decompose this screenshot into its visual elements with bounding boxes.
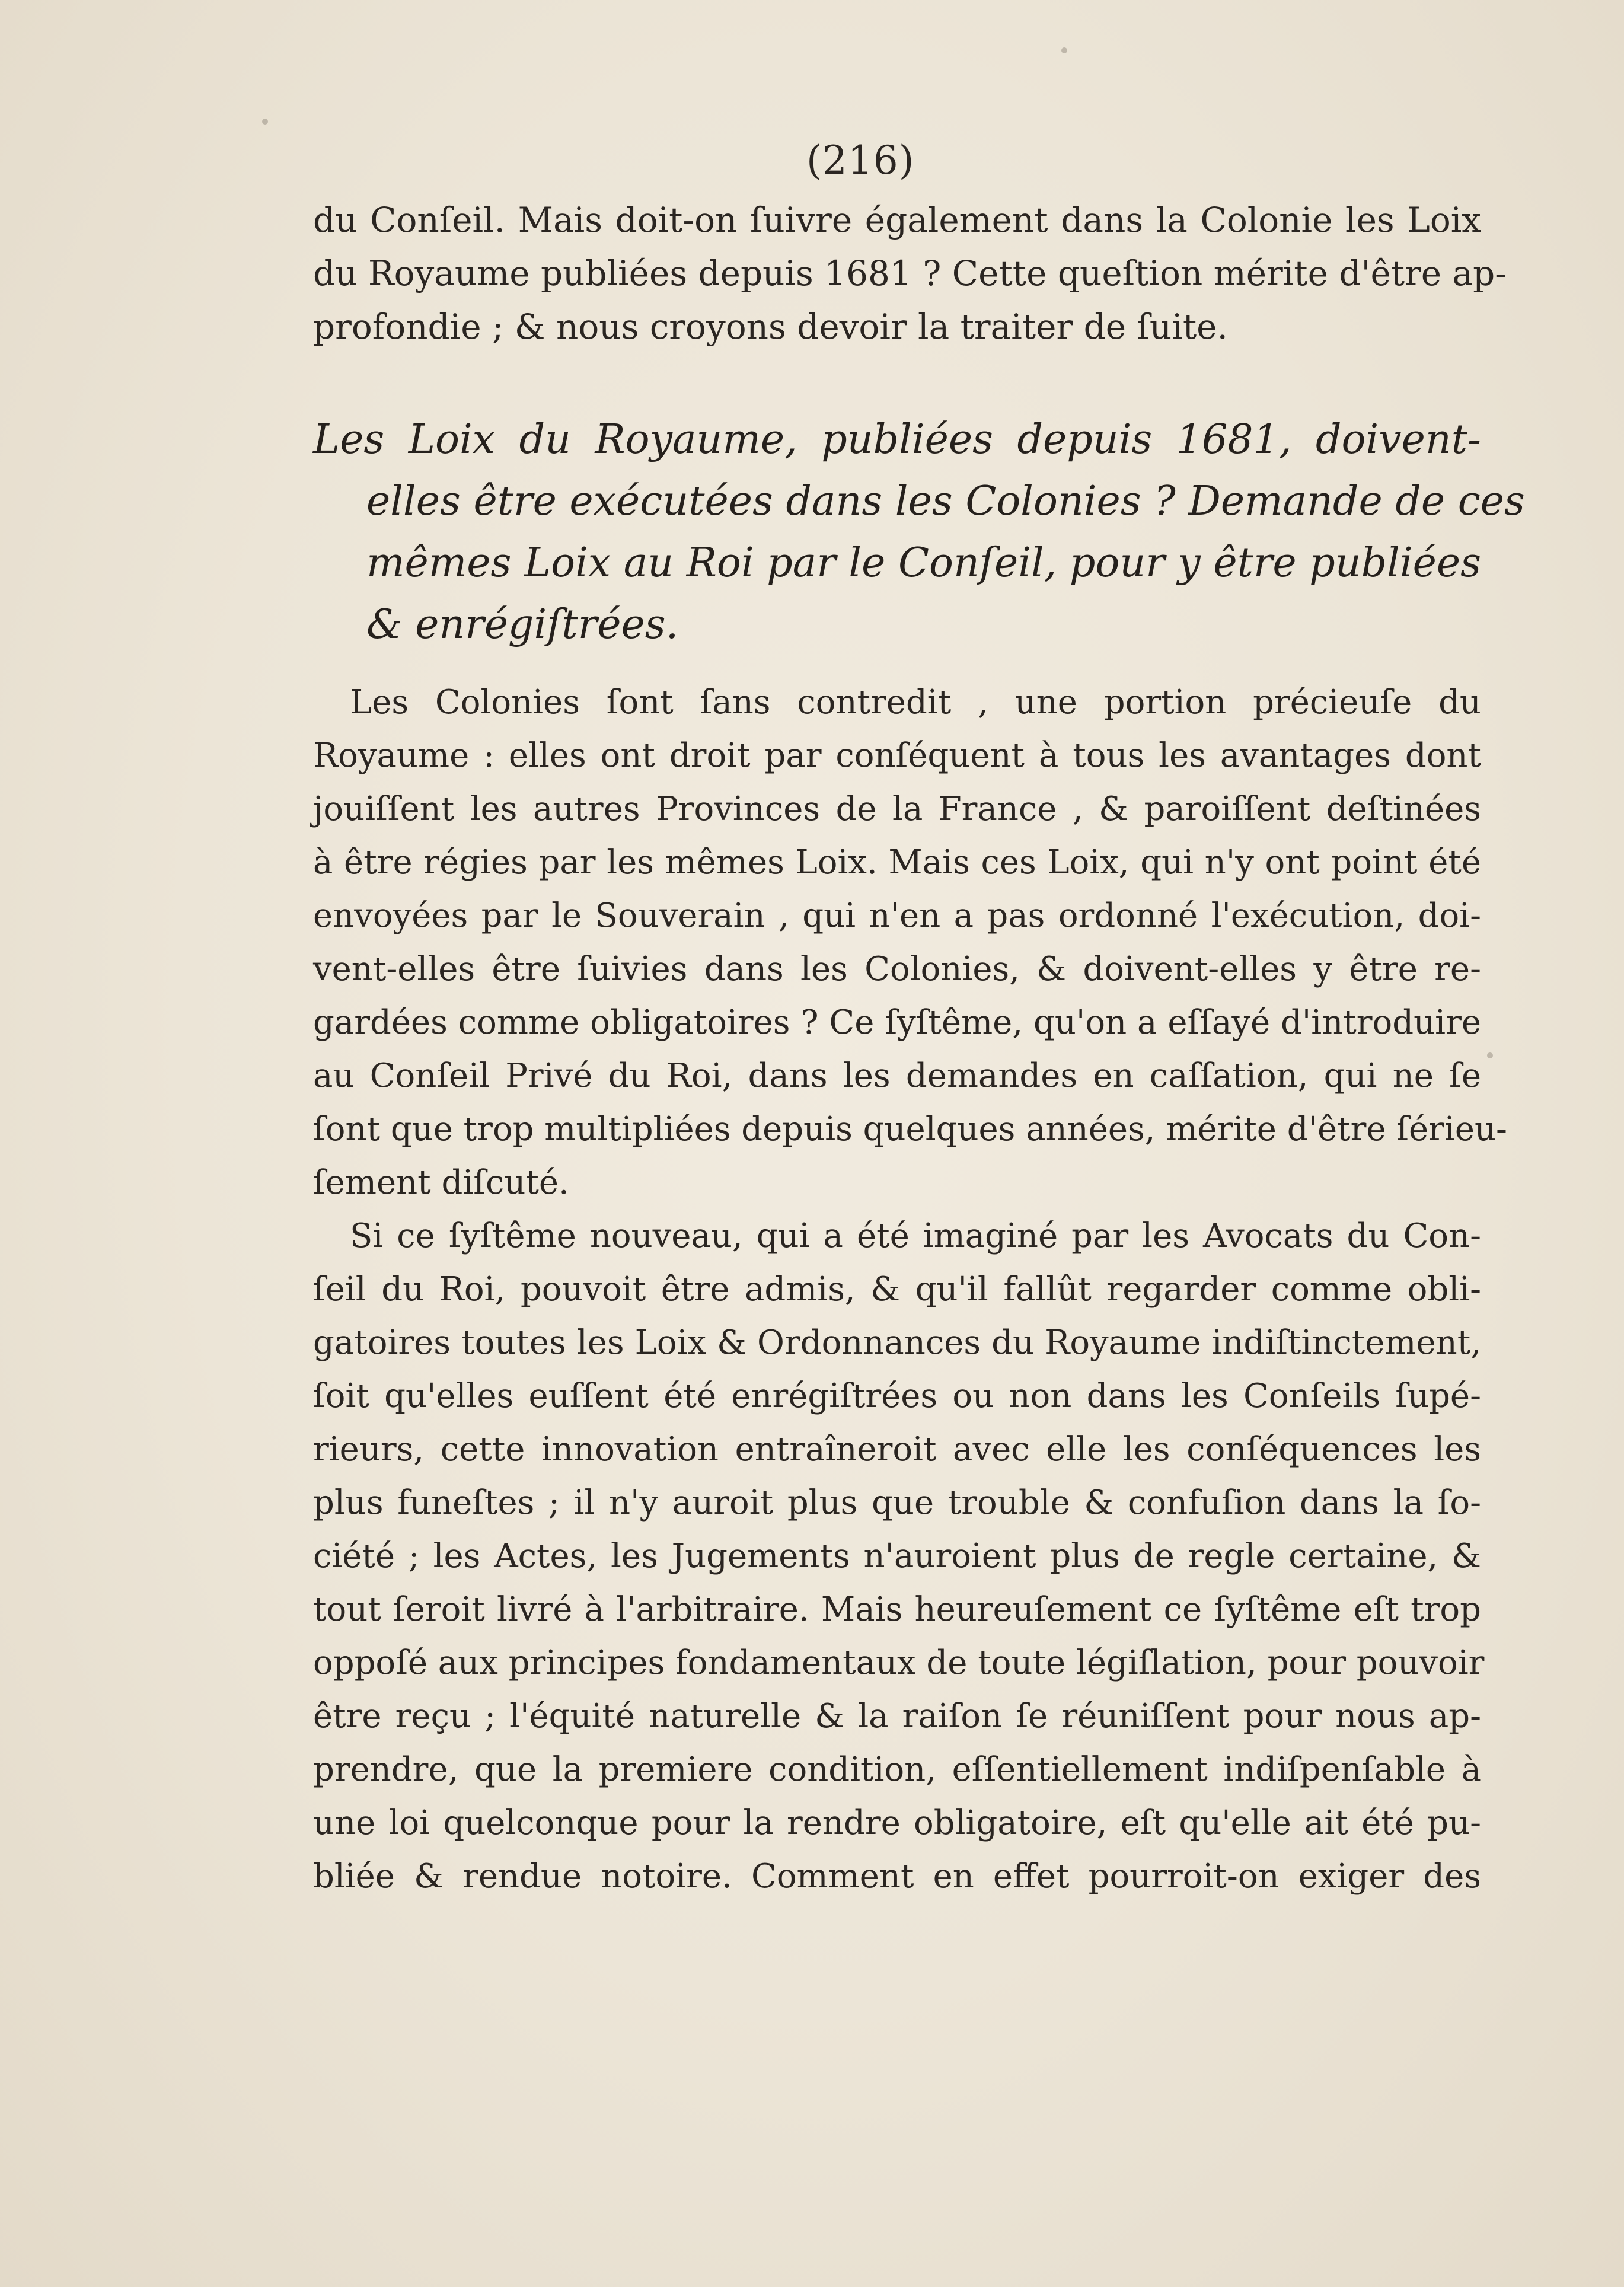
text-line: jouiſſent les autres Provinces de la France , & paroiſſent deſtinées	[313, 790, 1481, 828]
text-line: plus funeſtes ; il n'y auroit plus que trouble & confuſion dans la ſo-	[313, 1484, 1481, 1522]
text-line: ſeil du Roi, pouvoit être admis, & qu'il fallût regarder comme obli-	[313, 1270, 1481, 1309]
heading-line: elles être exécutées dans les Colonies ? Demande de ces	[366, 478, 1525, 525]
body-text	[313, 676, 1507, 1903]
heading-line: & enrégiſtrées.	[366, 601, 679, 648]
text-line: oppoſé aux principes fondamentaux de toute légiſlation, pour pouvoir	[313, 1644, 1485, 1682]
text-line: une loi quelconque pour la rendre obligatoire, eſt qu'elle ait été pu-	[313, 1804, 1481, 1842]
text-line: au Conſeil Privé du Roi, dans les demandes en caſſation, qui ne ſe	[313, 1057, 1481, 1095]
paper-speck	[262, 119, 268, 125]
text-line: ſoit qu'elles euſſent été enrégiſtrées ou non dans les Conſeils ſupé-	[313, 1377, 1481, 1415]
text-line: rieurs, cette innovation entraîneroit avec elle les conſéquences les	[313, 1430, 1481, 1469]
page-number: (216)	[806, 138, 915, 183]
text-line: prendre, que la premiere condition, eſſentiellement indiſpenſable à	[313, 1750, 1481, 1789]
text-line: profondie ; & nous croyons devoir la traiter de ſuite.	[313, 307, 1228, 347]
text-line: Royaume : elles ont droit par conſéquent à tous les avantages dont	[313, 736, 1481, 775]
text-line: gardées comme obligatoires ? Ce ſyſtême, qu'on a eſſayé d'introduire	[313, 1003, 1481, 1042]
text-line: du Conſeil. Mais doit-on ſuivre également dans la Colonie les Loix	[313, 200, 1481, 240]
paper-speck	[1061, 47, 1067, 53]
text-line: ſement diſcuté.	[313, 1163, 569, 1202]
text-line: tout ſeroit livré à l'arbitraire. Mais heureuſement ce ſyſtême eſt trop	[313, 1590, 1481, 1629]
text-line: bliée & rendue notoire. Comment en effet pourroit-on exiger des	[313, 1857, 1481, 1896]
text-line: ciété ; les Actes, les Jugements n'auroient plus de regle certaine, &	[313, 1537, 1481, 1575]
text-line: Si ce ſyſtême nouveau, qui a été imaginé par les Avocats du Con-	[350, 1217, 1481, 1255]
text-line: du Royaume publiées depuis 1681 ? Cette queſtion mérite d'être ap-	[313, 253, 1507, 294]
text-line: être reçu ; l'équité naturelle & la raiſon ſe réuniſſent pour nous ap-	[313, 1697, 1481, 1736]
text-line: à être régies par les mêmes Loix. Mais ces Loix, qui n'y ont point été	[313, 843, 1481, 882]
text-line: vent-elles être ſuivies dans les Colonies, & doivent-elles y être re-	[313, 950, 1481, 988]
heading-line: Les Loix du Royaume, publiées depuis 1681, doivent-	[313, 416, 1481, 463]
text-line: gatoires toutes les Loix & Ordonnances du Royaume indiſtinctement,	[313, 1323, 1481, 1362]
text-line: envoyées par le Souverain , qui n'en a pas ordonné l'exécution, doi-	[313, 897, 1481, 935]
section-heading	[313, 409, 1525, 656]
heading-line: mêmes Loix au Roi par le Conſeil, pour y être publiées	[366, 540, 1481, 586]
intro-paragraph	[313, 193, 1507, 353]
paper-speck	[1487, 1052, 1493, 1058]
text-line: Les Colonies ſont ſans contredit , une portion précieuſe du	[350, 683, 1481, 722]
text-line: ſont que trop multipliées depuis quelques années, mérite d'être ſérieu-	[313, 1110, 1507, 1149]
